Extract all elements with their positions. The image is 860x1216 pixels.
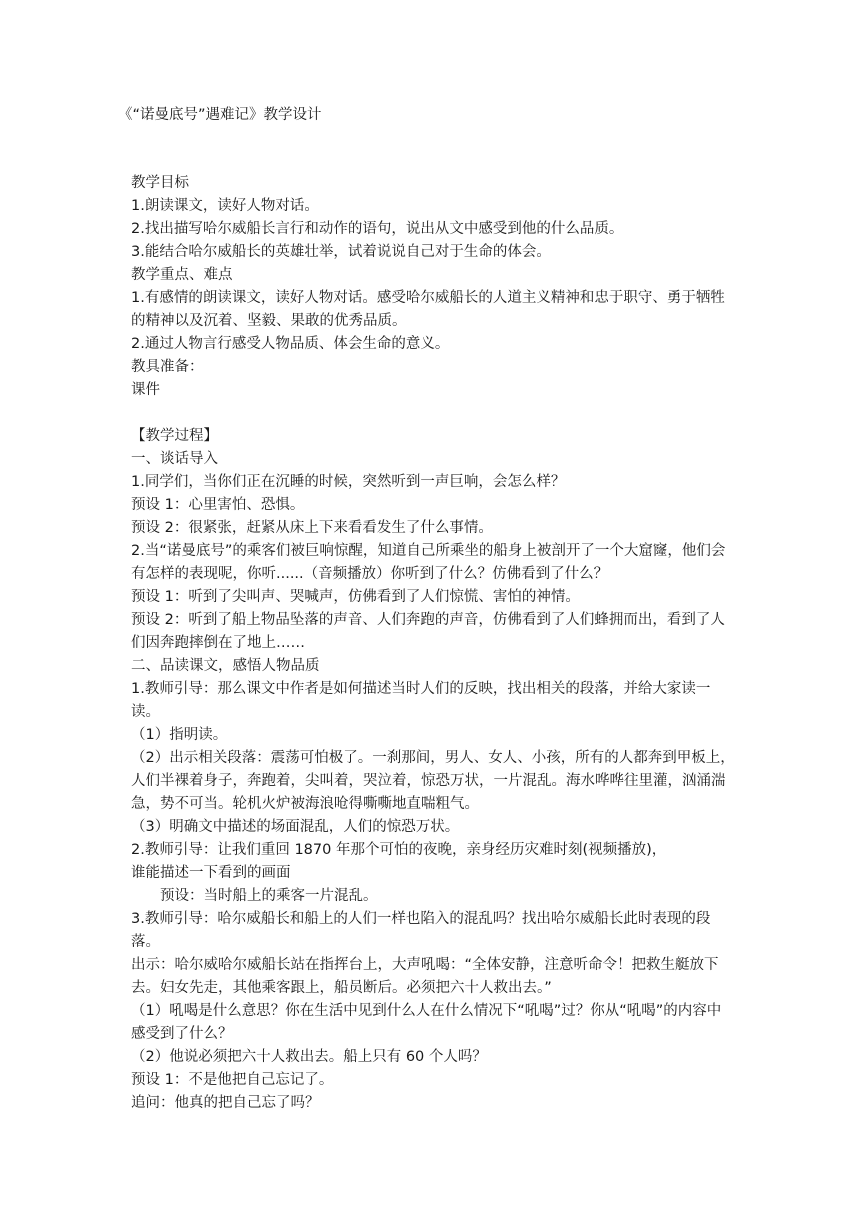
paragraph: 追问：他真的把自己忘了吗？ bbox=[131, 1095, 320, 1111]
paragraph: （2）他说必须把六十人救出去。船上只有 60 个人吗？ bbox=[131, 1049, 487, 1065]
paragraph: 2.当“诺曼底号”的乘客们被巨响惊醒，知道自己所乘坐的船身上被剖开了一个大窟窿，他们会有怎样的表现呢，你听......（音频播放）你听到了什么？仿佛看到了什么？ bbox=[131, 543, 726, 582]
paragraph: 预设 2：很紧张，赶紧从床上下来看看发生了什么事情。 bbox=[131, 520, 493, 536]
paragraph: 1.同学们，当你们正在沉睡的时候，突然听到一声巨响，会怎么样？ bbox=[131, 474, 566, 490]
document-body bbox=[131, 172, 735, 1115]
paragraph: （1）吼喝是什么意思？你在生活中见到什么人在什么情况下“吼喝”过？你从“吼喝”的内容中感受到了什么？ bbox=[131, 1003, 722, 1042]
heading-teaching-goals: 教学目标 bbox=[131, 175, 189, 191]
paragraph: 出示：哈尔威哈尔威船长站在指挥台上，大声吼喝：“全体安静，注意听命令！把救生艇放下去。妇女先走，其他乘客跟上，船员断后。必须把六十人救出去。” bbox=[131, 957, 719, 996]
paragraph: 3.教师引导：哈尔威船长和船上的人们一样也陷入的混乱吗？找出哈尔威船长此时表现的段落。 bbox=[131, 911, 711, 950]
paragraph: 1.教师引导：那么课文中作者是如何描述当时人们的反映，找出相关的段落，并给大家读一读。 bbox=[131, 681, 711, 720]
paragraph: 谁能描述一下看到的画面 bbox=[131, 865, 291, 881]
document-title: 《“诺曼底号”遇难记》教学设计 bbox=[118, 107, 322, 123]
paragraph: 预设 1：心里害怕、恐惧。 bbox=[131, 497, 305, 513]
teaching-aids-value: 课件 bbox=[131, 382, 160, 398]
heading-key-points: 教学重点、难点 bbox=[131, 267, 233, 283]
paragraph: 预设 2：听到了船上物品坠落的声音、人们奔跑的声音，仿佛看到了人们蜂拥而出，看到了人们因奔跑摔倒在了地上…… bbox=[131, 612, 725, 651]
paragraph: 预设 1：不是他把自己忘记了。 bbox=[131, 1072, 334, 1088]
heading-teaching-aids: 教具准备： bbox=[131, 359, 204, 375]
section-1-heading: 一、谈话导入 bbox=[131, 451, 218, 467]
paragraph: （2）出示相关段落：震荡可怕极了。一刹那间，男人、女人、小孩，所有的人都奔到甲板上，人们半裸着身子，奔跑着，尖叫着，哭泣着，惊恐万状，一片混乱。海水哗哗往里灌，汹涌湍急，势不可当。轮机火炉被海浪呛得嘶嘶地直喘粗气。 bbox=[131, 750, 735, 812]
goal-item-3: 3.能结合哈尔威船长的英雄壮举，试着说说自己对于生命的体会。 bbox=[131, 244, 551, 260]
goal-item-1: 1.朗读课文，读好人物对话。 bbox=[131, 198, 319, 214]
key-point-2: 2.通过人物言行感受人物品质、体会生命的意义。 bbox=[131, 336, 450, 352]
key-point-1: 1.有感情的朗读课文，读好人物对话。感受哈尔威船长的人道主义精神和忠于职守、勇于牺牲的精神以及沉着、坚毅、果敢的优秀品质。 bbox=[131, 290, 725, 329]
paragraph: 2.教师引导：让我们重回 1870 年那个可怕的夜晚，亲身经历灾难时刻(视频播放)， bbox=[131, 842, 667, 858]
paragraph: （1）指明读。 bbox=[131, 727, 228, 743]
paragraph: 预设：当时船上的乘客一片混乱。 bbox=[160, 888, 378, 904]
paragraph: 预设 1：听到了尖叫声、哭喊声，仿佛看到了人们惊慌、害怕的神情。 bbox=[131, 589, 580, 605]
paragraph: （3）明确文中描述的场面混乱，人们的惊恐万状。 bbox=[131, 819, 460, 835]
heading-teaching-process: 【教学过程】 bbox=[131, 428, 218, 444]
blank-line bbox=[131, 402, 735, 425]
goal-item-2: 2.找出描写哈尔威船长言行和动作的语句，说出从文中感受到他的什么品质。 bbox=[131, 221, 624, 237]
section-2-heading: 二、品读课文，感悟人物品质 bbox=[131, 658, 320, 674]
